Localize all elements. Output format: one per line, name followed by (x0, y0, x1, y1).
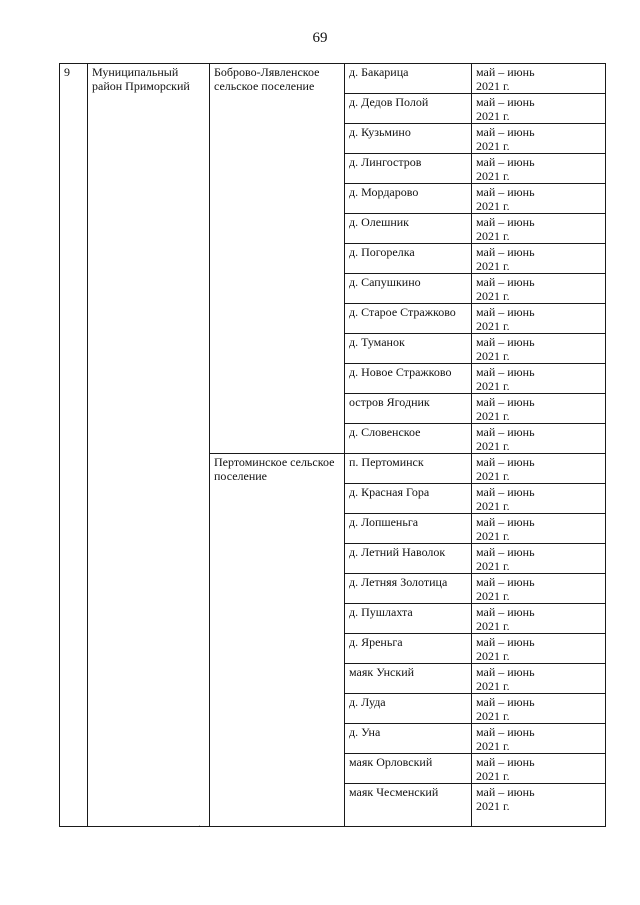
date-year: 2021 г. (476, 289, 510, 303)
village-cell: д. Пушлахта (345, 604, 472, 634)
date-period: май – июнь (476, 755, 535, 769)
date-cell (472, 484, 606, 514)
date-year: 2021 г. (476, 799, 510, 813)
date-year: 2021 г. (476, 139, 510, 153)
village-cell: маяк Чесменский (345, 784, 472, 827)
date-year: 2021 г. (476, 619, 510, 633)
village-cell: д. Сапушкино (345, 274, 472, 304)
row-number-cell: 9 (60, 64, 88, 827)
schedule-table (59, 63, 606, 827)
date-cell (472, 364, 606, 394)
date-period: май – июнь (476, 65, 535, 79)
date-year: 2021 г. (476, 769, 510, 783)
date-cell (472, 304, 606, 334)
date-cell (472, 574, 606, 604)
table-row (60, 64, 606, 94)
date-year: 2021 г. (476, 739, 510, 753)
date-year: 2021 г. (476, 589, 510, 603)
date-period: май – июнь (476, 275, 535, 289)
village-cell: д. Луда (345, 694, 472, 724)
date-period: май – июнь (476, 695, 535, 709)
village-cell: д. Летняя Золотица (345, 574, 472, 604)
date-year: 2021 г. (476, 199, 510, 213)
date-year: 2021 г. (476, 169, 510, 183)
page-number: 69 (312, 30, 328, 46)
date-period: май – июнь (476, 485, 535, 499)
date-cell (472, 394, 606, 424)
village-cell: д. Яреньга (345, 634, 472, 664)
date-year: 2021 г. (476, 469, 510, 483)
date-period: май – июнь (476, 365, 535, 379)
village-cell: д. Мордарово (345, 184, 472, 214)
date-cell (472, 604, 606, 634)
date-period: май – июнь (476, 575, 535, 589)
village-cell: остров Ягодник (345, 394, 472, 424)
date-period: май – июнь (476, 785, 535, 799)
village-cell: д. Словенское (345, 424, 472, 454)
date-cell (472, 274, 606, 304)
district-cell: Муниципальный район Приморский (88, 64, 210, 827)
date-period: май – июнь (476, 545, 535, 559)
date-period: май – июнь (476, 95, 535, 109)
date-cell (472, 514, 606, 544)
village-cell: д. Олешник (345, 214, 472, 244)
village-cell: д. Бакарица (345, 64, 472, 94)
village-cell: д. Погорелка (345, 244, 472, 274)
settlement-cell: Боброво-Лявленское сельское поселение (210, 64, 345, 454)
date-year: 2021 г. (476, 709, 510, 723)
date-year: 2021 г. (476, 79, 510, 93)
date-period: май – июнь (476, 725, 535, 739)
date-cell (472, 424, 606, 454)
date-period: май – июнь (476, 155, 535, 169)
date-year: 2021 г. (476, 259, 510, 273)
village-cell: д. Дедов Полой (345, 94, 472, 124)
date-period: май – июнь (476, 605, 535, 619)
date-year: 2021 г. (476, 319, 510, 333)
village-cell: д. Летний Наволок (345, 544, 472, 574)
date-cell (472, 334, 606, 364)
date-cell (472, 94, 606, 124)
date-year: 2021 г. (476, 499, 510, 513)
date-period: май – июнь (476, 305, 535, 319)
date-year: 2021 г. (476, 439, 510, 453)
date-cell (472, 454, 606, 484)
village-cell: д. Старое Стражково (345, 304, 472, 334)
date-year: 2021 г. (476, 679, 510, 693)
date-cell (472, 214, 606, 244)
date-period: май – июнь (476, 395, 535, 409)
date-cell (472, 244, 606, 274)
date-year: 2021 г. (476, 529, 510, 543)
date-year: 2021 г. (476, 409, 510, 423)
village-cell: д. Новое Стражково (345, 364, 472, 394)
village-cell: д. Красная Гора (345, 484, 472, 514)
date-cell (472, 754, 606, 784)
date-period: май – июнь (476, 455, 535, 469)
date-cell (472, 724, 606, 754)
date-year: 2021 г. (476, 649, 510, 663)
village-cell: д. Уна (345, 724, 472, 754)
date-cell (472, 124, 606, 154)
date-period: май – июнь (476, 425, 535, 439)
village-cell: д. Туманок (345, 334, 472, 364)
date-year: 2021 г. (476, 109, 510, 123)
stray-mark: . (198, 816, 201, 830)
date-cell (472, 544, 606, 574)
date-period: май – июнь (476, 215, 535, 229)
village-cell: маяк Унский (345, 664, 472, 694)
date-cell (472, 784, 606, 827)
village-cell: д. Лопшеньга (345, 514, 472, 544)
village-cell: п. Пертоминск (345, 454, 472, 484)
date-period: май – июнь (476, 335, 535, 349)
date-year: 2021 г. (476, 229, 510, 243)
date-year: 2021 г. (476, 559, 510, 573)
village-cell: д. Кузьмино (345, 124, 472, 154)
date-cell (472, 64, 606, 94)
date-period: май – июнь (476, 125, 535, 139)
date-period: май – июнь (476, 635, 535, 649)
date-period: май – июнь (476, 665, 535, 679)
date-cell (472, 694, 606, 724)
date-period: май – июнь (476, 515, 535, 529)
date-year: 2021 г. (476, 349, 510, 363)
date-cell (472, 154, 606, 184)
date-period: май – июнь (476, 245, 535, 259)
date-cell (472, 184, 606, 214)
village-cell: маяк Орловский (345, 754, 472, 784)
date-period: май – июнь (476, 185, 535, 199)
date-cell (472, 634, 606, 664)
schedule-body (60, 64, 606, 827)
village-cell: д. Лингостров (345, 154, 472, 184)
date-year: 2021 г. (476, 379, 510, 393)
date-cell (472, 664, 606, 694)
settlement-cell: Пертоминское сельское поселение (210, 454, 345, 827)
